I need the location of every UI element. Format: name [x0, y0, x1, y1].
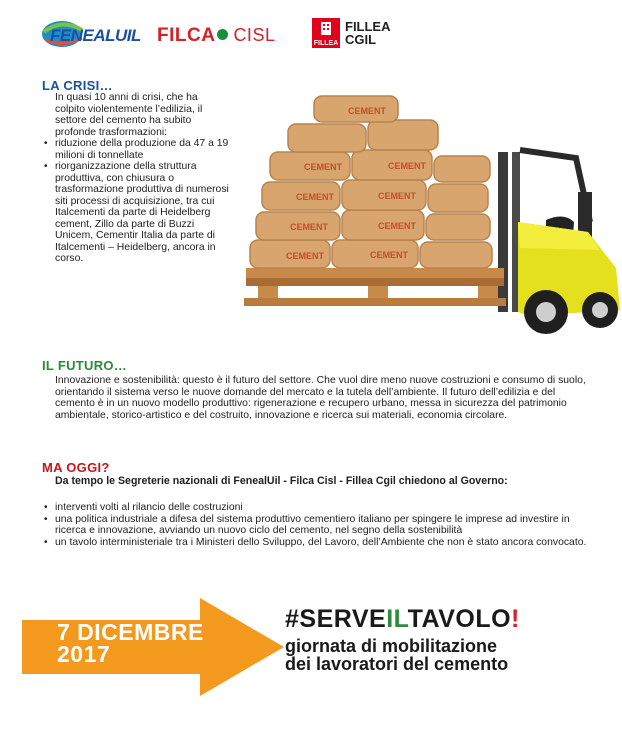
event-tagline-line2: dei lavoratori del cemento — [285, 654, 509, 674]
event-date — [57, 621, 237, 665]
hashtag-title — [285, 605, 520, 634]
bag-label: CEMENT — [290, 222, 328, 232]
oggi-bullet: • un tavolo interministeriale tra i Ministeri dello Sviluppo, del Lavoro, dell’Ambiente che non è stato ancora convocato. — [42, 537, 587, 549]
filca-cisl-logo — [157, 25, 275, 47]
event-date-line1: 7 DICEMBRE — [57, 619, 204, 645]
fenealuil-logo-text: FENEALUIL — [50, 26, 141, 45]
bag-label: CEMENT — [286, 251, 324, 261]
forklift-cement-illustration — [228, 72, 622, 334]
oggi-lead: Da tempo le Segreterie nazionali di FenealUil - Filca Cisl - Fillea Cgil chiedono al Governo: — [55, 475, 508, 487]
fillea-logo-text: FILLEA — [345, 19, 391, 34]
oggi-bullet: • interventi volti al rilancio delle costruzioni — [42, 502, 587, 514]
oggi-heading: MA OGGI? — [42, 460, 110, 475]
hashtag-part-serve: #SERVE — [285, 605, 387, 633]
bag-label: CEMENT — [304, 162, 342, 172]
bag-label: CEMENT — [370, 250, 408, 260]
event-date-line2: 2017 — [57, 641, 111, 667]
hashtag-part-exclaim: ! — [511, 605, 520, 633]
crisi-body — [55, 92, 230, 265]
bag-label: CEMENT — [378, 221, 416, 231]
bag-label: CEMENT — [378, 191, 416, 201]
bag-label: CEMENT — [296, 192, 334, 202]
futuro-heading: IL FUTURO… — [42, 358, 128, 373]
bag-label: CEMENT — [348, 106, 386, 116]
crisi-bullet: • riorganizzazione della struttura produttiva, con chiusura o trasformazione produttiva di numerosi siti processi di acquisizione, tra cui Italcementi da parte di Heidelberg cement, Zillo da parte di Buzzi Unicem, Cementir Italia da parte di Italcementi – Heidelberg, ancora in corso. — [42, 161, 230, 265]
fillea-cgil-logo — [345, 20, 391, 46]
fillea-box-label: FILLEA — [313, 40, 339, 47]
bag-label: CEMENT — [388, 161, 426, 171]
oggi-bullet-list — [42, 502, 587, 548]
event-tagline — [285, 637, 605, 673]
crisi-intro: In quasi 10 anni di crisi, che ha colpito violentemente l’edilizia, il settore del cemento ha subito profonde trasformazioni: — [55, 92, 203, 138]
cgil-logo-text: CGIL — [345, 32, 377, 47]
filca-logo-text: FILCA — [157, 25, 216, 46]
hashtag-part-tavolo: TAVOLO — [407, 605, 512, 633]
futuro-body: Innovazione e sostenibilità: questo è il futuro del settore. Che vuol dire meno nuove costruzioni e consumo di suolo, orientando il sistema verso le nuove domande del mercato e la tutela dell’ambiente. Il futuro dell’edilizia e del cemento è in un nuovo modello produttivo: rigenerazione e recupero urbano, messa in sicurezza del patrimonio ambientale, storico-artistico e del costruito, innovazione e ricerca sui materiali, economia circolare. — [55, 375, 586, 421]
crisi-bullet-list — [42, 138, 230, 265]
oggi-bullet: • una politica industriale a difesa del sistema produttivo cementiero italiano per spingere le imprese ad investire in ricerca e innovazione, avviando un nuovo ciclo del cemento, nel segno della sostenibilità — [42, 514, 587, 537]
event-tagline-line1: giornata di mobilitazione — [285, 636, 498, 656]
fillea-building-icon — [312, 18, 340, 38]
fillea-emblem — [312, 18, 340, 48]
crisi-heading: LA CRISI… — [42, 78, 113, 93]
crisi-bullet: • riduzione della produzione da 47 a 19 milioni di tonnellate — [42, 138, 230, 161]
fenealuil-logo — [38, 14, 141, 50]
cisl-logo-text: CISL — [233, 25, 276, 45]
hashtag-part-il: IL — [386, 605, 408, 633]
cisl-dot-icon — [217, 29, 228, 40]
